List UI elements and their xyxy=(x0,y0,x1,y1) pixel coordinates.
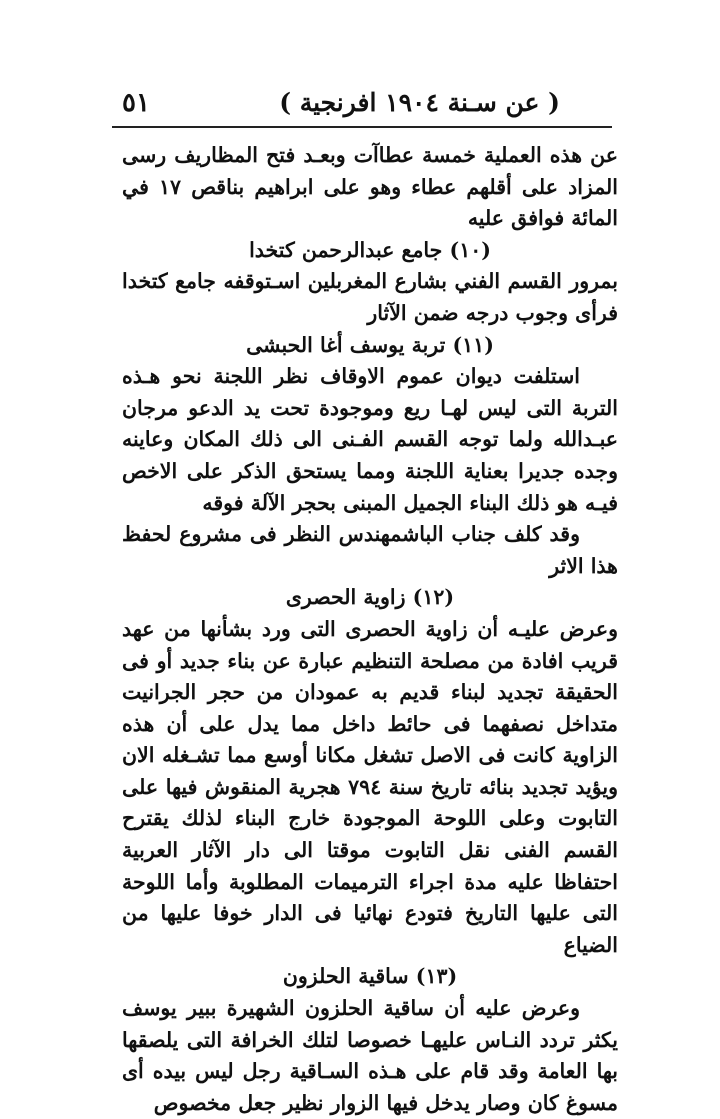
section-heading-12: (١٢) زاوية الحصرى xyxy=(285,585,455,610)
running-title: ( عن سـنة ١٩٠٤ افرنجية ) xyxy=(279,88,560,117)
section-heading-11: (١١) تربة يوسف أغا الحبشى xyxy=(246,332,494,357)
paragraph-engineer-assignment: وقد كلف جناب الباشمهندس النظر فى مشروع لحفظ هذا الاثر xyxy=(122,522,618,578)
section-heading-10: (١٠) جامع عبدالرحمن كتخدا xyxy=(249,237,491,262)
section-heading-13: (١٣) ساقية الحلزون xyxy=(282,964,458,989)
paragraph-mosque-katkhuda: بمرور القسم الفني بشارع المغربلين اسـتوقفه جامع كتخدا فرأى وجوب درجه ضمن الآثار xyxy=(122,269,618,325)
paragraph-saqiyat-halazun: وعرض عليه أن ساقية الحلزون الشهيرة ببير يوسف يكثر تردد النـاس عليهـا خصوصا لتلك الخرافة التى يلصقها بها العامة وقد قام على هـذه السـاقية رجل ليس بيده أى مسوغ كان وصار يدخل فيها الزوار نظير جعل مخصوص xyxy=(122,996,618,1115)
paragraph-tomb-yusuf-agha: استلفت ديوان عموم الاوقاف نظر اللجنة نحو هـذه التربة التى ليس لهـا ريع وموجودة تحت يد الدعو مرجان عبـدالله ولما توجه القسم الفـنى الى ذلك المكان وعاينه وجده جديرا بعناية اللجنة ومما يستحق الذكر على الاخص فيـه هو ذلك البناء الجميل المبنى بحجر الآلة فوقه xyxy=(122,364,618,515)
page-header xyxy=(110,86,630,122)
page-body xyxy=(122,140,618,1119)
paragraph-zawiya-husari: وعرض عليـه أن زاوية الحصرى التى ورد بشأنها من عهد قريب افادة من مصلحة التنظيم عبارة عن بناء جديد أو فى الحقيقة تجديد لبناء قديم به عمودان من حجر الجرانيت متداخل نصفهما فى حائط داخل مما يدل على أن هذه الزاوية كانت فى الاصل تشغل مكانا أوسع مما تشـغله الان ويؤيد تجديد بنائه تاريخ سنة ٧٩٤ هجرية المنقوش فيها على التابوت وعلى اللوحة الموجودة خارج البناء لذلك يقترح القسم الفنى نقل التابوت موقتا الى دار الآثار العربية احتفاظا عليه مدة اجراء الترميمات المطلوبة وأما اللوحة التى عليها التاريخ فتودع نهائيا فى الدار خوفا عليها من الضياع xyxy=(122,616,618,957)
header-rule xyxy=(112,126,612,128)
page-number: ٥١ xyxy=(122,88,150,118)
paragraph-tenders: عن هذه العملية خمسة عطاآت وبعـد فتح المظاريف رسى المزاد على أقلهم عطاء وهو على ابراهيم بناقص ١٧ في المائة فوافق عليه xyxy=(122,143,618,231)
